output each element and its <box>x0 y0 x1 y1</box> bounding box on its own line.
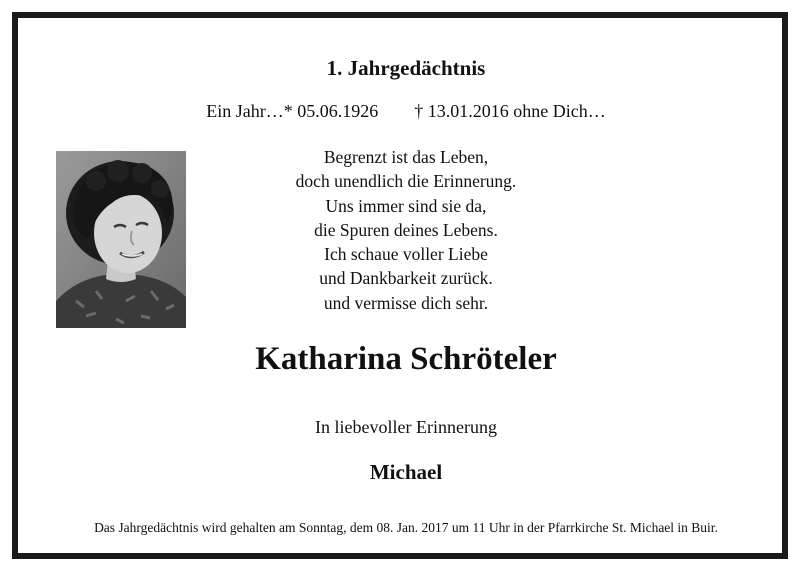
death-date: † 13.01.2016 ohne Dich… <box>414 101 606 121</box>
poem-line: Ich schaue voller Liebe <box>324 244 488 265</box>
obituary-frame <box>12 12 788 559</box>
birth-date: Ein Jahr…* 05.06.1926 <box>206 101 379 121</box>
service-info: Das Jahrgedächtnis wird gehalten am Sonntag, dem 08. Jan. 2017 um 11 Uhr in der Pfarrkirche St. Michael in Buir. <box>94 520 718 535</box>
portrait-photo <box>56 151 186 328</box>
poem-line: Uns immer sind sie da, <box>325 195 487 216</box>
poem-line: die Spuren deines Lebens. <box>314 219 498 240</box>
deceased-name: Katharina Schröteler <box>255 341 557 377</box>
signer-name: Michael <box>369 460 443 484</box>
poem-line: doch unendlich die Erinnerung. <box>295 171 517 192</box>
poem-line: und Dankbarkeit zurück. <box>319 268 493 289</box>
poem-line: und vermisse dich sehr. <box>323 292 489 313</box>
memorial-poem <box>218 145 594 315</box>
remembrance-line: In liebevoller Erinnerung <box>315 417 497 437</box>
anniversary-title: 1. Jahrgedächtnis <box>326 56 486 80</box>
poem-line: Begrenzt ist das Leben, <box>323 147 489 167</box>
life-dates <box>18 101 794 122</box>
